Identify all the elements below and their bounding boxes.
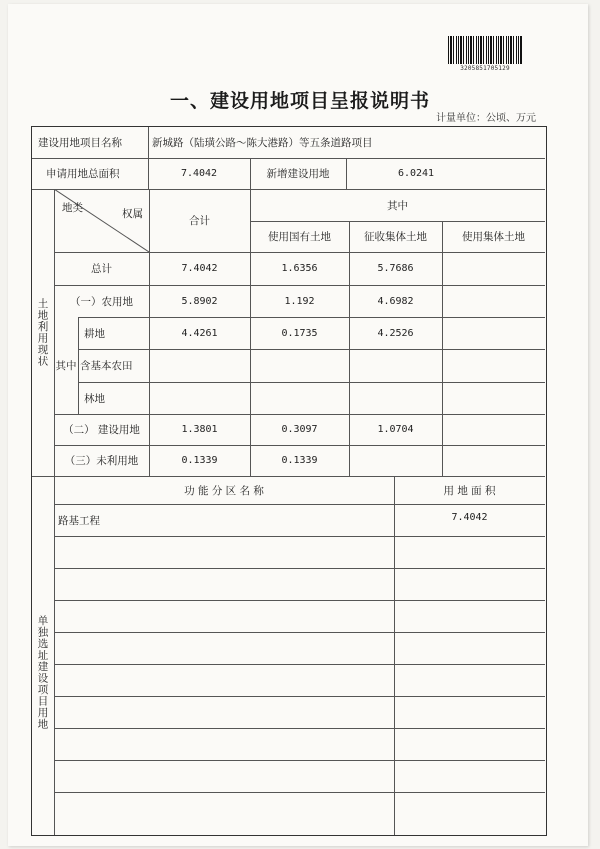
row-construction-state: 0.3097 [281,424,318,435]
land-status-section-label: 土地利用现状 [36,298,49,367]
row-basic-farmland-used [442,349,545,382]
row-construction-acquired: 1.0704 [377,424,414,435]
row-unused-acquired [349,445,442,476]
row-label-basic-farmland: 含基本农田 [80,360,133,372]
row-agricultural-total: 5.8902 [181,295,218,307]
row-grand-total-acquired: 5.7686 [377,263,414,274]
row-cultivated-used [442,317,545,349]
row-cultivated-total: 4.4261 [181,327,218,339]
row-grand-total-used [442,252,545,285]
row-agricultural-acquired: 4.6982 [377,295,414,307]
row-agricultural-state: 1.192 [284,295,315,307]
total-area-value: 7.4042 [180,168,218,179]
new-land-label: 新增建设用地 [266,168,330,180]
header-land-type: 地类 [62,201,83,214]
row-cultivated-state: 0.1735 [281,327,318,339]
row-basic-farmland-state [250,349,349,382]
row-forest-total [149,382,250,414]
among-label: 其中 [55,360,77,372]
form-table [31,126,547,836]
row-unused-state: 0.1339 [281,455,318,466]
row-grand-total-total: 7.4042 [181,263,218,274]
site-selection-section-label: 单独选址建设项目用地 [36,614,49,730]
row-label-grand-total: 总计 [91,263,112,275]
area-row-roadbed: 7.4042 [451,511,488,523]
row-forest-acquired [349,382,442,414]
row-forest-state [250,382,349,414]
barcode [448,36,522,70]
row-unused-used [442,445,545,476]
row-label-construction: （二） 建设用地 [63,424,140,436]
row-forest-used [442,382,545,414]
row-grand-total-state: 1.6356 [281,263,318,274]
row-cultivated-acquired: 4.2526 [377,327,414,339]
row-construction-used [442,414,545,445]
unit-label: 计量单位：公顷、万元 [436,113,536,124]
header-state-owned: 使用国有土地 [268,231,331,243]
row-label-forest: 林地 [84,392,105,405]
header-ownership: 权属 [122,207,143,220]
col-area-header: 用 地 面 积 [443,484,496,497]
header-total: 合计 [189,215,210,227]
col-zone-header: 功 能 分 区 名 称 [184,484,264,497]
row-basic-farmland-acquired [349,349,442,382]
total-area-label: 申请用地总面积 [46,168,120,180]
row-label-cultivated: 耕地 [84,327,105,340]
barcode-number: 3205851705129 [460,65,510,72]
row-label-unused: （三）未利用地 [64,455,139,467]
header-collective-used: 使用集体土地 [462,231,525,243]
new-land-value: 6.0241 [397,168,435,179]
header-among: 其中 [387,199,408,212]
project-name-label: 建设用地项目名称 [38,137,122,149]
document-title: 一、建设用地项目呈报说明书 [169,90,430,112]
row-agricultural-used [442,285,545,317]
row-basic-farmland-total [149,349,250,382]
zone-row-roadbed: 路基工程 [58,514,100,527]
header-collective-acquired: 征收集体土地 [364,231,427,243]
row-label-agricultural: （一）农用地 [70,295,133,308]
row-construction-total: 1.3801 [181,424,218,435]
project-name-value: 新城路（陆璜公路～陈大港路）等五条道路项目 [152,137,373,149]
barcode-bars [448,36,522,64]
row-unused-total: 0.1339 [181,455,218,466]
